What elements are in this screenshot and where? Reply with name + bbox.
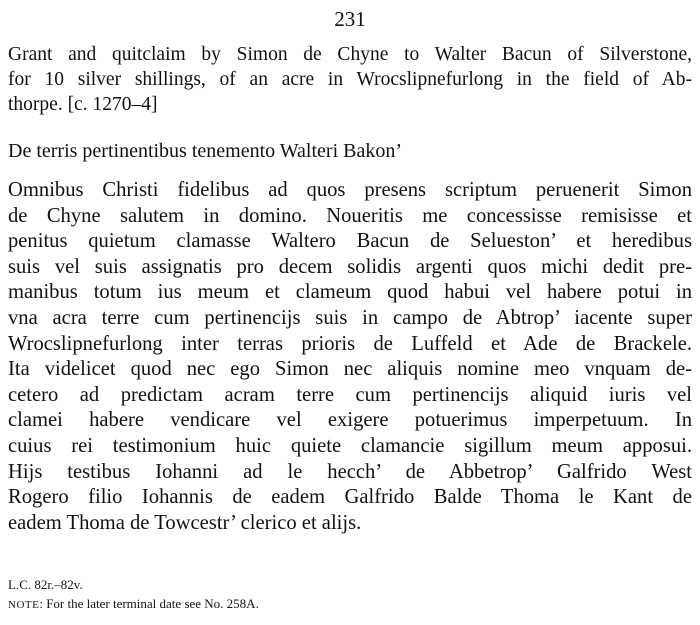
manuscript-reference: L.C. 82r.–82v. — [8, 577, 83, 592]
charter-line: de Chyne salutem in domino. Noueritis me concessisse remisisse et — [8, 204, 692, 227]
summary-line: for 10 silver shillings, of an acre in Wrocslipnefurlong in the field of Ab- — [8, 69, 692, 90]
summary-line: Grant and quitclaim by Simon de Chyne to Walter Bacun of Silverstone, — [8, 44, 692, 65]
charter-line: manibus totum ius meum et clameum quod habui vel habere potui in — [8, 281, 692, 304]
charter-line: cetero ad predictam acram terre cum pertinencijs aliquid iuris vel — [8, 383, 692, 406]
charter-line: Omnibus Christi fidelibus ad quos presens scriptum peruenerit Simon — [8, 179, 692, 201]
note-text: : For the later terminal date see No. 258A. — [39, 596, 259, 611]
editorial-note — [8, 594, 692, 615]
charter-line: clamei habere vendicare vel exigere potuerimus imperpetuum. In — [8, 409, 692, 432]
charter-line: vna acra terre cum pertinencijs suis in campo de Abtrop’ iacente super — [8, 306, 692, 329]
charter-rubric: De terris pertinentibus tenemento Walteri Bakon’ — [8, 140, 403, 162]
charter-text — [8, 178, 692, 536]
page-number: 231 — [334, 7, 366, 31]
charter-line: suis vel suis assignatis pro decem solidis argenti quos michi dedit pre- — [8, 255, 692, 278]
note-label: NOTE — [8, 599, 40, 611]
charter-line: Ita videlicet quod nec ego Simon nec aliquis nomine meo vnquam de- — [8, 358, 692, 381]
charter-line: Hijs testibus Iohanni ad le hecch’ de Abbetrop’ Galfrido West — [8, 460, 692, 483]
charter-summary — [8, 42, 692, 117]
footnotes — [8, 575, 692, 615]
charter-line: Rogero filio Iohannis de eadem Galfrido Balde Thoma le Kant de — [8, 486, 692, 509]
charter-line: cuius rei testimonium huic quiete clamancie sigillum meum apposui. — [8, 434, 692, 457]
charter-line: eadem Thoma de Towcestr’ clerico et alijs. — [8, 511, 362, 534]
charter-line: Wrocslipnefurlong inter terras prioris de Luffeld et Ade de Brackele. — [8, 332, 692, 355]
charter-line: penitus quietum clamasse Waltero Bacun de Selueston’ et heredibus — [8, 230, 692, 253]
summary-line: thorpe. [c. 1270–4] — [8, 94, 158, 115]
